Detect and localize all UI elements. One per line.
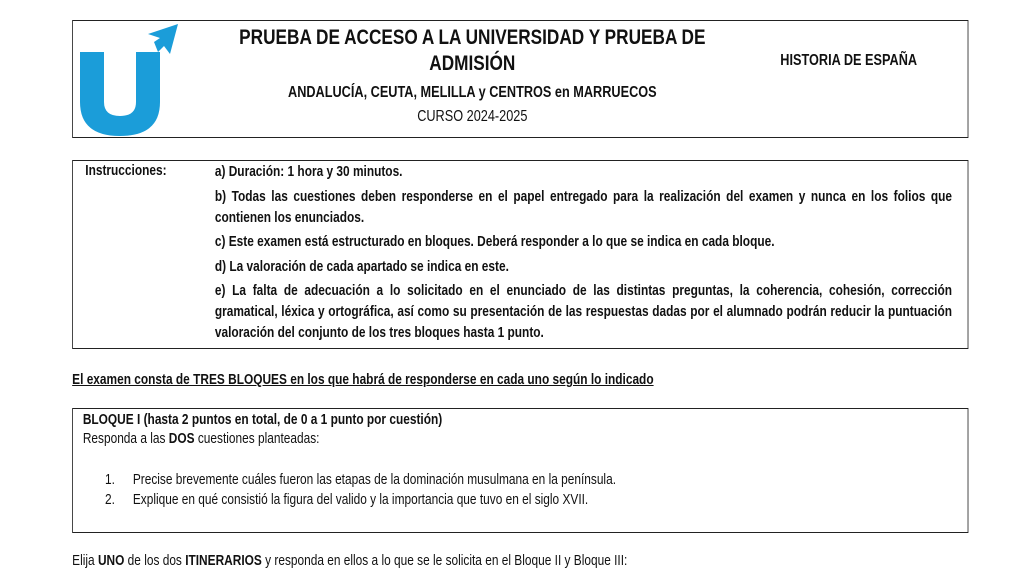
exam-course: CURSO 2024-2025	[417, 108, 528, 125]
instruction-b: b) Todas las cuestiones deben responderse en el papel entregado para la realización del examen y nunca en los folios que contienen los enunciados.	[214, 189, 953, 226]
text: Elija	[72, 553, 98, 569]
bold-text: ITINERARIOS	[185, 553, 262, 569]
instruction-a: a) Duración: 1 hora y 30 minutos.	[214, 164, 403, 180]
intro-bold: DOS	[168, 431, 195, 447]
structure-heading: El examen consta de TRES BLOQUES en los que habrá de responderse en cada uno según lo indicado	[72, 372, 654, 388]
intro-text: cuestiones planteadas:	[194, 431, 320, 447]
instruction-c: c) Este examen está estructurado en bloques. Deberá responder a lo que se indica en cada bloque.	[214, 234, 775, 250]
text: de los dos	[124, 553, 186, 569]
instruction-d: d) La valoración de cada apartado se indica en este.	[214, 259, 509, 275]
exam-title-line1: PRUEBA DE ACCESO A LA UNIVERSIDAD Y PRUEBA DE	[239, 26, 706, 49]
bloque1-intro	[83, 431, 320, 447]
university-logo	[78, 22, 182, 136]
bloque1-title: BLOQUE I (hasta 2 puntos en total, de 0 a 1 punto por cuestión)	[82, 412, 443, 428]
bold-text: UNO	[97, 553, 125, 569]
text: y responda en ellos a lo que se le solicita en el Bloque II y Bloque III:	[261, 553, 628, 569]
question-number: 1.	[104, 472, 115, 488]
instructions-label: Instrucciones:	[85, 163, 167, 179]
itinerary-instruction	[72, 553, 627, 569]
question-text: Explique en qué consistió la figura del valido y la importancia que tuvo en el siglo XVII.	[132, 492, 589, 508]
instruction-e: e) La falta de adecuación a lo solicitado en el enunciado de las distintas preguntas, la coherencia, cohesión, corrección gramatical, léxica y ortográfica, así como su presentación de las respuestas dadas por el alumnado podrán reducir la puntuación valoración del conjunto de los tres bloques hasta 1 punto.	[214, 283, 953, 341]
intro-text: Responda a las	[82, 431, 169, 447]
exam-subject: HISTORIA DE ESPAÑA	[780, 52, 918, 69]
exam-title-line2: ADMISIÓN	[429, 52, 516, 75]
question-text: Precise brevemente cuáles fueron las etapas de la dominación musulmana en la península.	[132, 472, 616, 488]
question-number: 2.	[104, 492, 115, 508]
exam-region: ANDALUCÍA, CEUTA, MELILLA y CENTROS en MARRUECOS	[288, 84, 657, 101]
